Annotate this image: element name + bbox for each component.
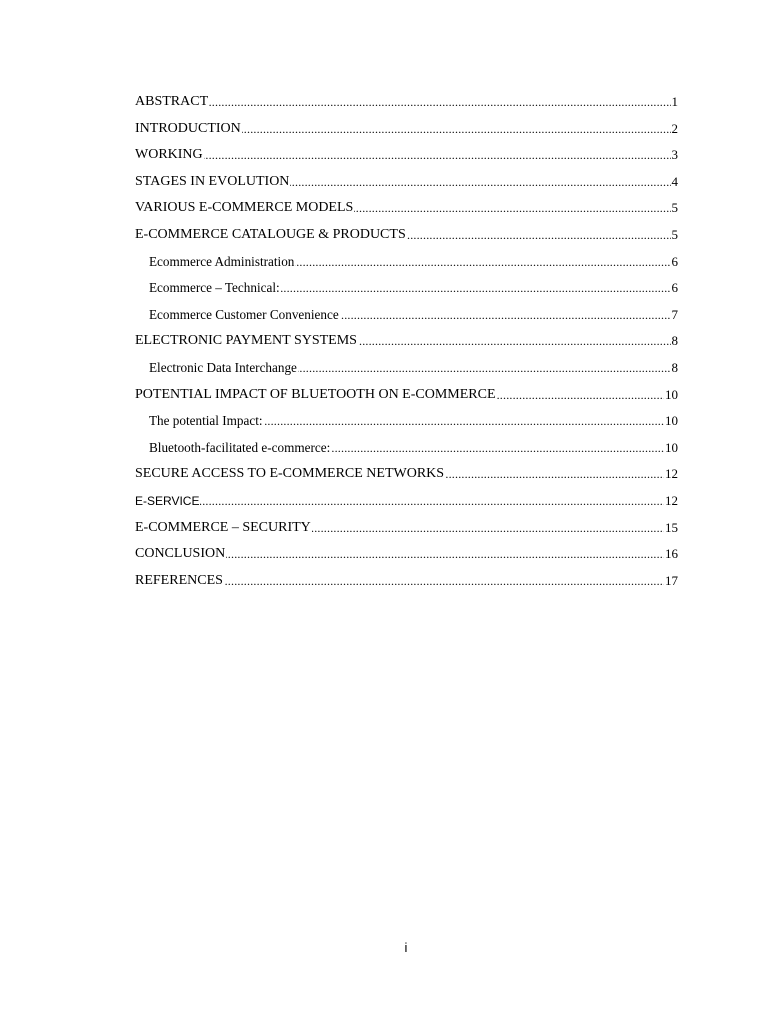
toc-entry-page-number: 2 [671, 118, 679, 140]
toc-entry-page-number: 6 [671, 277, 679, 299]
footer-page-number: i [404, 940, 408, 955]
toc-dot-leader [135, 490, 678, 512]
toc-entry-title: CONCLUSION [135, 546, 226, 562]
toc-entry-page-number: 1 [671, 91, 679, 113]
toc-entry[interactable] [135, 91, 678, 118]
toc-entry-page-number: 12 [664, 490, 678, 512]
toc-entry-page-number: 12 [664, 463, 678, 485]
toc-entry[interactable] [135, 251, 678, 278]
toc-entry-page-number: 10 [664, 410, 678, 432]
toc-entry-page-number: 8 [671, 330, 679, 352]
toc-dot-leader [135, 144, 678, 166]
toc-entry-page-number: 10 [664, 384, 678, 406]
toc-entry[interactable] [135, 144, 678, 171]
toc-entry-title: REFERENCES [135, 572, 223, 588]
toc-entry[interactable] [135, 570, 678, 597]
toc-entry-title: ABSTRACT [135, 94, 209, 109]
toc-entry[interactable] [135, 118, 678, 145]
toc-entry[interactable] [135, 330, 678, 357]
table-of-contents [135, 91, 678, 596]
toc-entry[interactable] [135, 437, 678, 464]
toc-entry[interactable] [135, 277, 678, 304]
toc-entry-title: Ecommerce Administration [149, 253, 295, 269]
toc-entry-page-number: 10 [664, 437, 678, 459]
toc-entry-title: STAGES IN EVOLUTION [135, 173, 290, 189]
toc-entry-title: SECURE ACCESS TO E-COMMERCE NETWORKS [135, 466, 445, 482]
toc-dot-leader [135, 91, 678, 113]
toc-entry[interactable] [135, 463, 678, 490]
toc-entry-title: INTRODUCTION [135, 120, 241, 136]
toc-entry-page-number: 15 [664, 517, 678, 539]
toc-entry[interactable] [135, 543, 678, 570]
toc-entry-title: Ecommerce Customer Convenience [149, 306, 339, 322]
toc-entry[interactable] [135, 410, 678, 437]
toc-entry-title: Electronic Data Interchange [149, 359, 297, 375]
toc-entry-title: Ecommerce – Technical: [149, 280, 280, 296]
toc-entry-page-number: 6 [671, 251, 679, 273]
toc-entry-title: POTENTIAL IMPACT OF BLUETOOTH ON E-COMMERCE [135, 386, 496, 402]
toc-entry-title: ELECTRONIC PAYMENT SYSTEMS [135, 333, 357, 349]
toc-entry-page-number: 5 [671, 197, 679, 219]
toc-entry[interactable] [135, 384, 678, 411]
toc-entry[interactable] [135, 224, 678, 251]
toc-entry[interactable] [135, 171, 678, 198]
toc-entry-title: The potential Impact: [149, 413, 263, 429]
toc-entry[interactable] [135, 197, 678, 224]
toc-entry-title: E-COMMERCE CATALOUGE & PRODUCTS [135, 226, 406, 242]
toc-entry-page-number: 5 [671, 224, 679, 246]
toc-entry-title: E-SERVICE [135, 493, 200, 508]
toc-entry-page-number: 3 [671, 144, 679, 166]
toc-entry-page-number: 4 [671, 171, 679, 193]
toc-entry-title: VARIOUS E-COMMERCE MODELS [135, 200, 354, 216]
toc-entry-page-number: 7 [671, 304, 679, 326]
toc-entry-page-number: 16 [664, 543, 678, 565]
toc-entry[interactable] [135, 304, 678, 331]
toc-entry-title: Bluetooth-facilitated e-commerce: [149, 439, 331, 455]
toc-entry[interactable] [135, 490, 678, 517]
toc-entry[interactable] [135, 517, 678, 544]
toc-entry[interactable] [135, 357, 678, 384]
toc-entry-title: E-COMMERCE – SECURITY [135, 519, 311, 535]
toc-entry-page-number: 8 [671, 357, 679, 379]
toc-entry-title: WORKING [135, 147, 203, 163]
toc-entry-page-number: 17 [664, 570, 678, 592]
